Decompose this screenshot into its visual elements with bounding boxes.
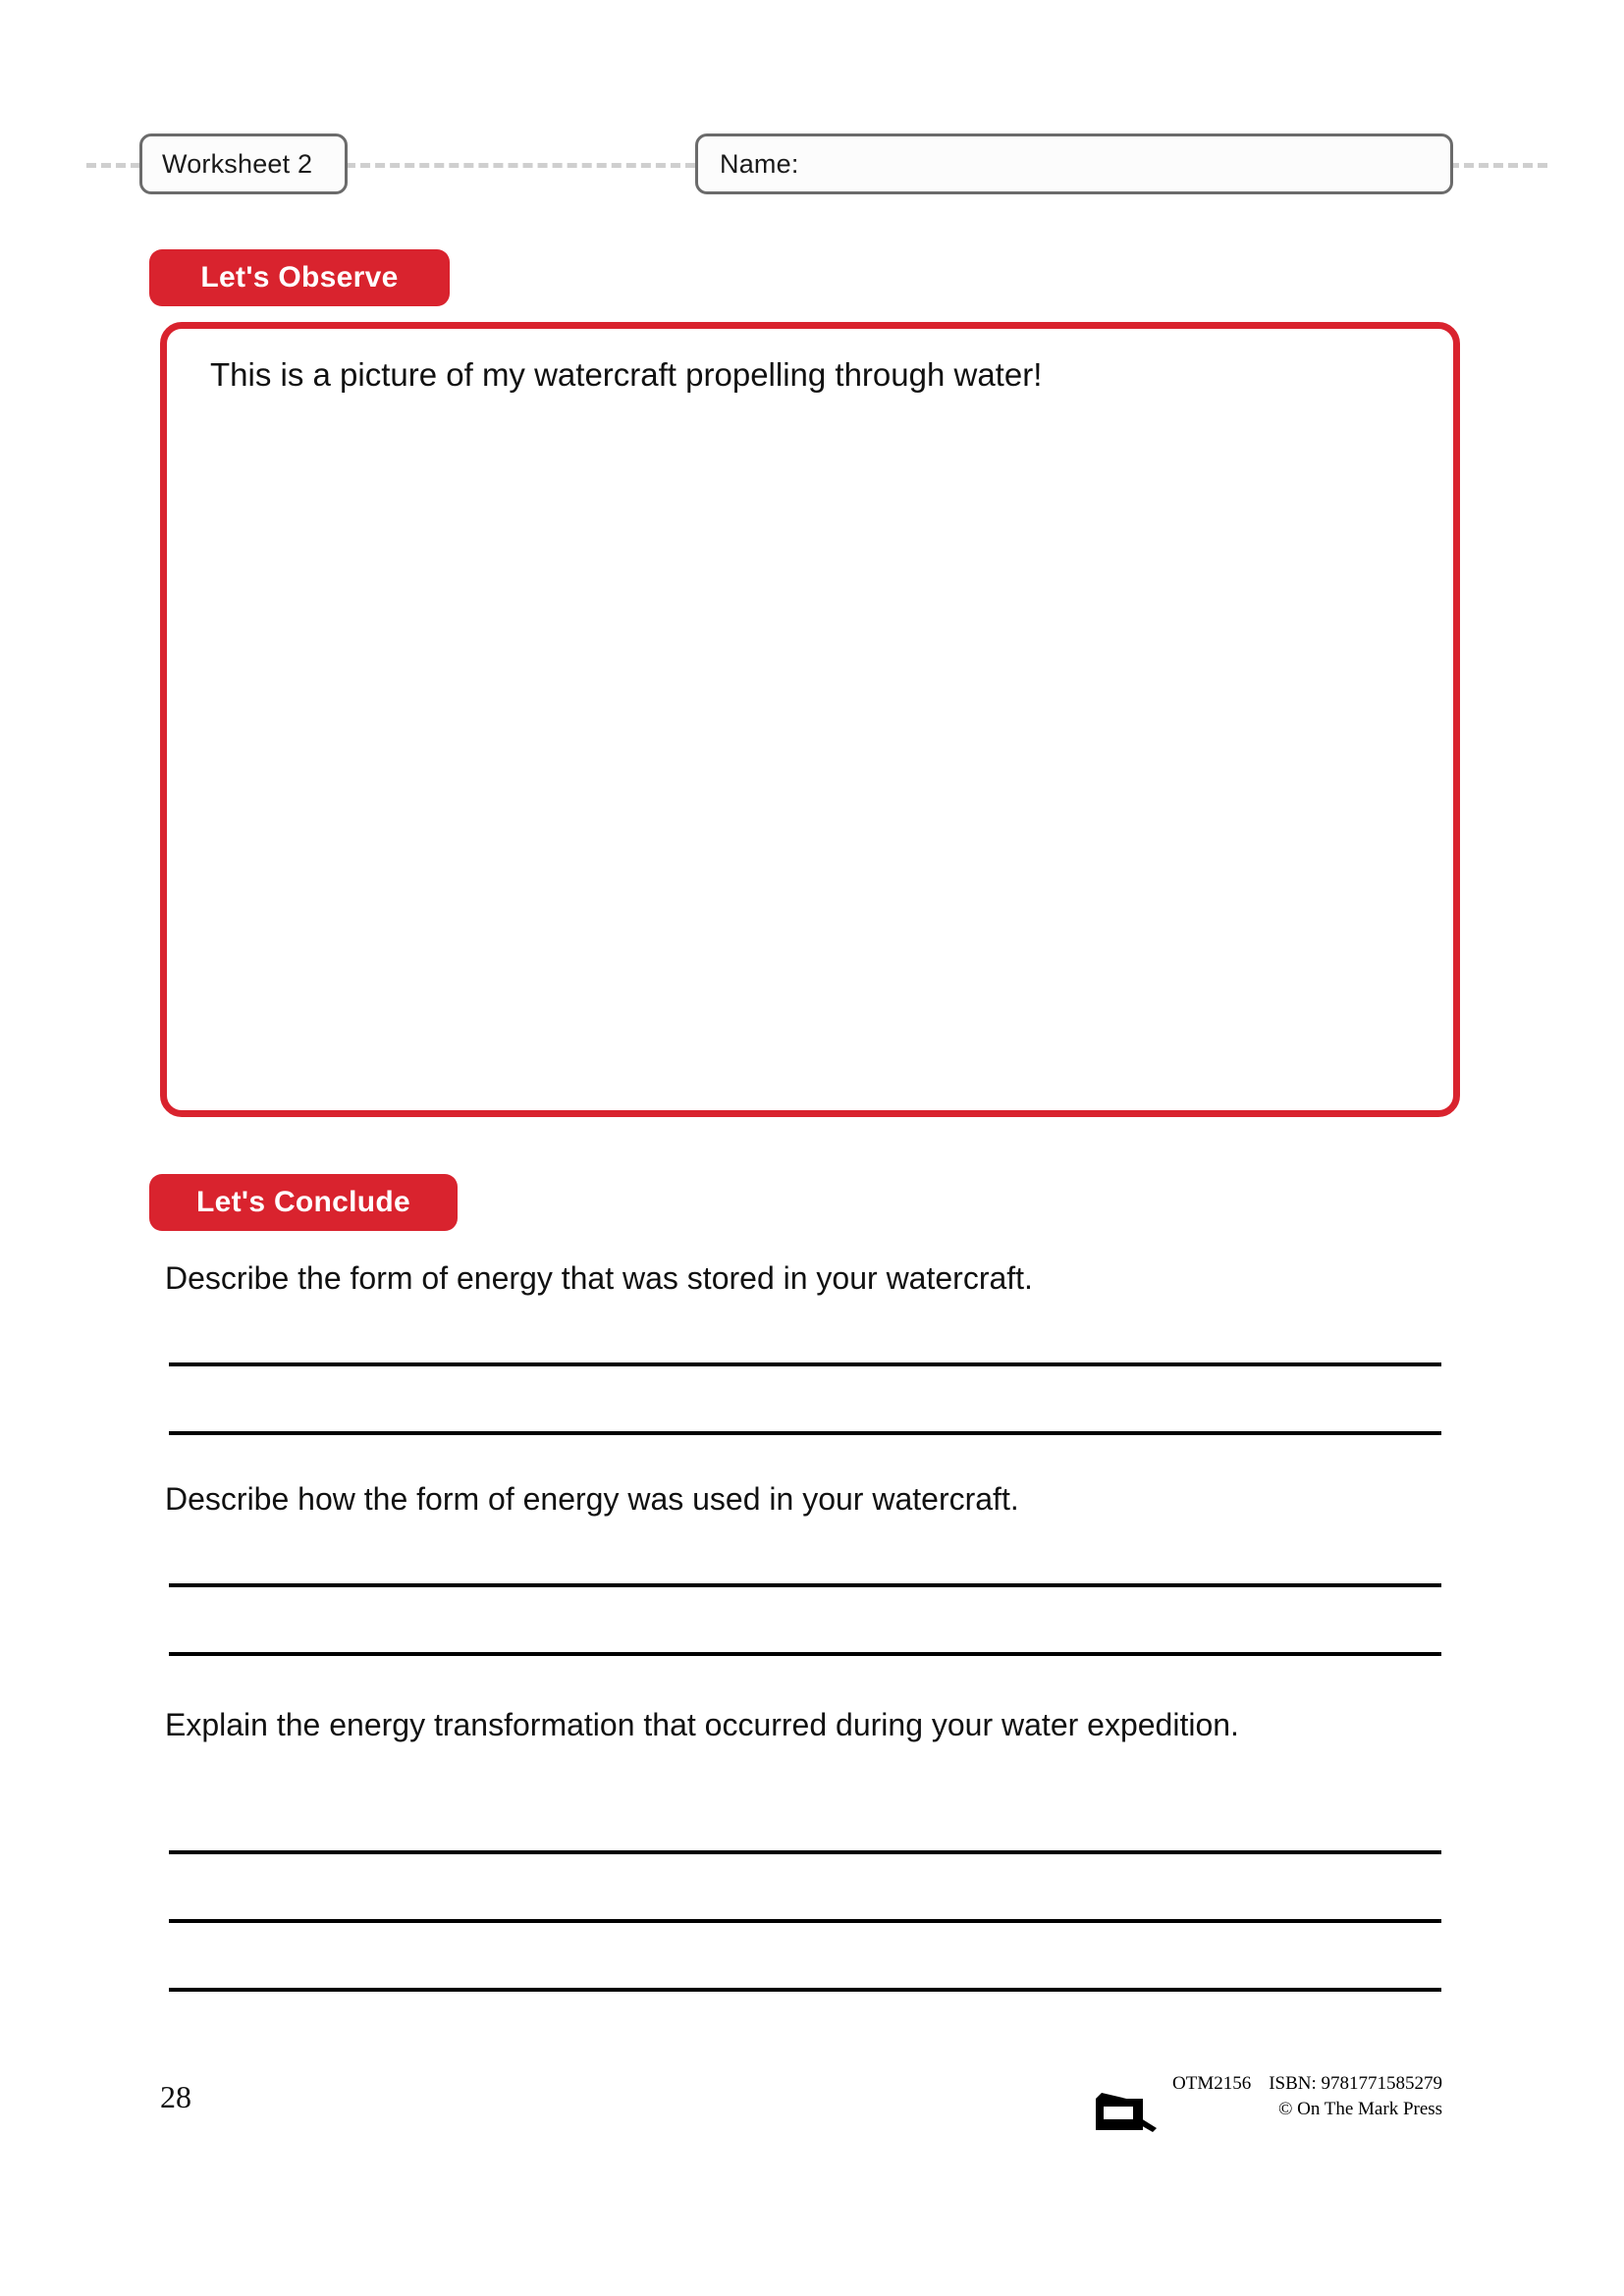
question-1-text: Describe the form of energy that was stored in your watercraft.	[165, 1260, 1033, 1296]
footer-ids	[1172, 2071, 1442, 2097]
section-badge-conclude-label: Let's Conclude	[195, 1186, 411, 1218]
answer-line-7[interactable]	[169, 1988, 1441, 1992]
footer-copyright: © On The Mark Press	[1277, 2099, 1443, 2119]
section-badge-conclude	[149, 1174, 458, 1231]
question-2-text: Describe how the form of energy was used in your watercraft.	[165, 1481, 1019, 1517]
footer-isbn: ISBN: 9781771585279	[1269, 2073, 1443, 2094]
name-field-label: Name:	[720, 148, 799, 179]
answer-line-3[interactable]	[169, 1583, 1441, 1587]
header-dashed-rule-right	[1449, 163, 1547, 168]
answer-line-5[interactable]	[169, 1850, 1441, 1854]
answer-line-6[interactable]	[169, 1919, 1441, 1923]
worksheet-label-box	[139, 133, 348, 194]
footer-product-code: OTM2156	[1172, 2073, 1252, 2094]
observation-prompt-text: This is a picture of my watercraft propelling through water!	[210, 356, 1043, 393]
name-field-box[interactable]	[695, 133, 1453, 194]
section-badge-observe	[149, 249, 450, 306]
footer-imprint	[1090, 2071, 1442, 2136]
worksheet-label-text: Worksheet 2	[162, 148, 313, 179]
page-number: 28	[160, 2079, 191, 2114]
answer-line-1[interactable]	[169, 1362, 1441, 1366]
question-3-text: Explain the energy transformation that occurred during your water expedition.	[165, 1707, 1239, 1742]
footer-text-block	[1172, 2071, 1442, 2122]
worksheet-header	[0, 133, 1624, 194]
answer-line-4[interactable]	[169, 1652, 1441, 1656]
section-badge-observe-label: Let's Observe	[200, 261, 399, 294]
answer-line-2[interactable]	[169, 1431, 1441, 1435]
printing-press-icon	[1090, 2085, 1159, 2136]
header-dashed-rule-middle	[346, 163, 695, 168]
observation-drawing-box[interactable]	[160, 322, 1460, 1117]
